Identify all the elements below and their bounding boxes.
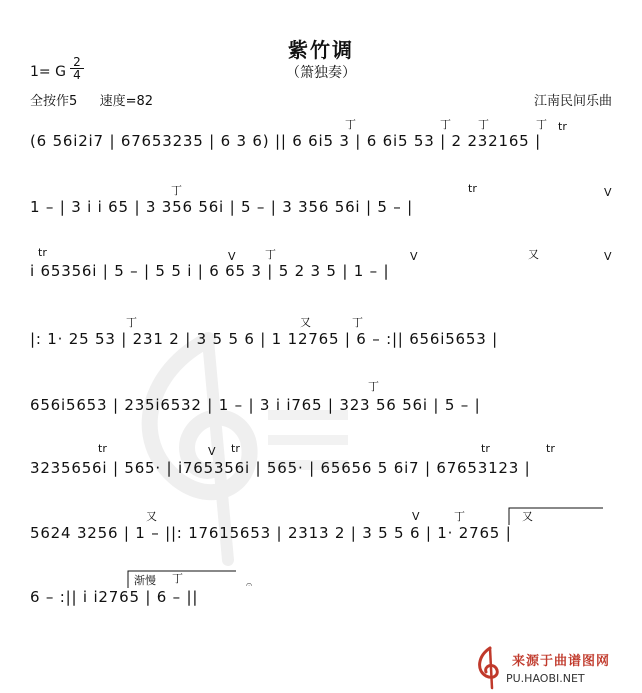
ding-mark: 丁	[265, 248, 276, 261]
staff-line-3: i 65356i | 5 – | 5 5 i | 6 65 3 | 5 2 3 5 | 1 – |	[30, 262, 390, 280]
staff-line-4: |: 1· 25 53 | 231 2 | 3 5 5 6 | 1 12765 | 6 – :|| 656i5653 |	[30, 330, 499, 348]
breath-mark: V	[208, 445, 216, 458]
you-mark: 又	[300, 316, 311, 329]
tempo-marking: 速度=82	[99, 94, 153, 109]
source-site-name: 来源于曲谱图网	[512, 654, 611, 669]
ding-mark: 丁	[172, 572, 183, 585]
breath-mark: V	[604, 250, 612, 263]
fingering-note: 全按作5	[30, 94, 78, 109]
ding-mark: 丁	[345, 118, 356, 131]
source-site-url: PU.HAOBI.NET	[506, 672, 585, 685]
staff-line-8: 6 – :|| i i2765 | 6 – ||	[30, 588, 199, 606]
time-signature	[70, 56, 84, 81]
ding-mark: 丁	[478, 118, 489, 131]
you-mark: 又	[146, 510, 157, 523]
ding-mark: 丁	[126, 316, 137, 329]
staff-line-5: 656i5653 | 235i6532 | 1 – | 3 i i765 | 323 56 56i | 5 – |	[30, 396, 481, 414]
ding-mark: 丁	[536, 118, 547, 131]
ding-mark: 丁	[171, 184, 182, 197]
time-signature-numerator: 2	[70, 56, 84, 69]
trill-mark: tr	[546, 442, 555, 455]
treble-clef-logo-icon	[474, 646, 504, 690]
staff-line-2: 1 – | 3 i i 65 | 3 356 56i | 5 – | 3 356 56i | 5 – |	[30, 198, 414, 216]
breath-mark: V	[604, 186, 612, 199]
time-signature-denominator: 4	[73, 68, 81, 82]
volta-bracket-2	[127, 569, 237, 589]
ding-mark: 丁	[440, 118, 451, 131]
you-mark: 又	[528, 248, 539, 261]
trill-mark: tr	[481, 442, 490, 455]
breath-mark: V	[228, 250, 236, 263]
ding-mark: 丁	[454, 510, 465, 523]
page-subtitle: （箫独奏）	[286, 65, 356, 81]
ding-mark: 丁	[352, 316, 363, 329]
trill-mark: tr	[38, 246, 47, 259]
volta-bracket-1	[508, 506, 604, 526]
trill-mark: tr	[231, 442, 240, 455]
composer-credit: 江南民间乐曲	[533, 94, 612, 109]
breath-mark: V	[410, 250, 418, 263]
jianman-mark: 渐慢	[134, 574, 156, 587]
you-mark: 又	[522, 510, 533, 523]
fermata-mark: 𝄐	[246, 578, 253, 591]
page-title: 紫竹调	[288, 38, 354, 62]
trill-mark: tr	[558, 120, 567, 133]
staff-line-7: 5624 3256 | 1 – ||: 17615653 | 2313 2 | 3 5 5 6 | 1· 2765 |	[30, 524, 512, 542]
breath-mark: V	[412, 510, 420, 523]
trill-mark: tr	[468, 182, 477, 195]
performance-info	[30, 90, 153, 109]
key-signature: 1= G	[30, 64, 66, 80]
ding-mark: 丁	[368, 380, 379, 393]
staff-line-1: (6 56i2i7 | 67653235 | 6 3 6) || 6 6i5 3 | 6 6i5 53 | 2 232165 |	[30, 132, 541, 150]
trill-mark: tr	[98, 442, 107, 455]
staff-line-6: 3235656i | 565· | i765356i | 565· | 65656 5 6i7 | 67653123 |	[30, 459, 531, 477]
